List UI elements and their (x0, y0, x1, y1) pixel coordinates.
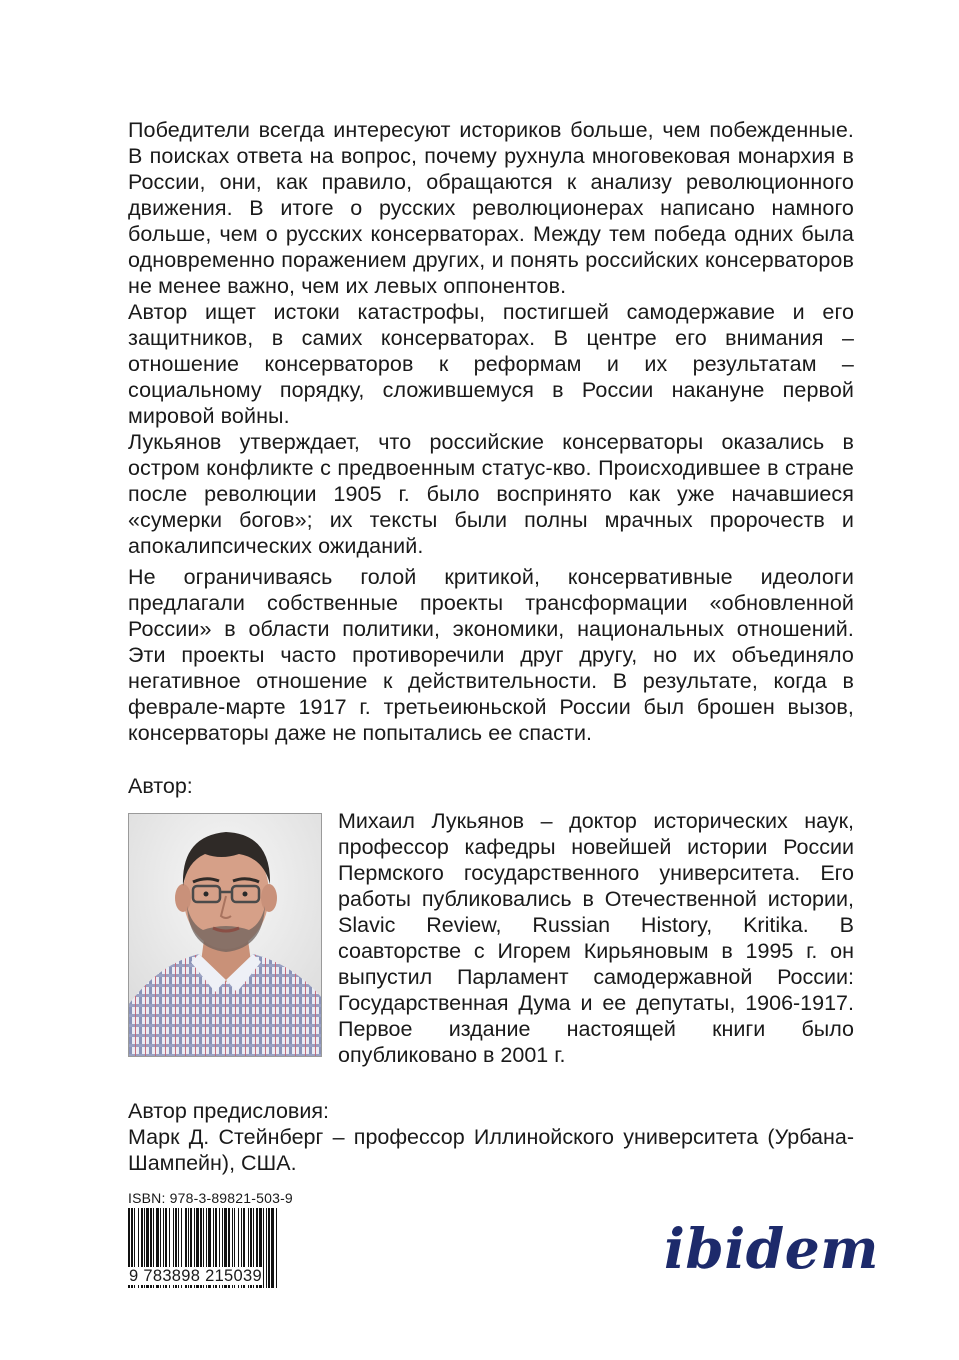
publisher-logo: ibidem (664, 1216, 879, 1281)
author-bio: Михаил Лукьянов – доктор исторических наук, профессор кафедры новейшей истории России Пермского государственного университета. Его работы публиковались в Отечественной истории, Slavic Review, Russian History, Kritika. В соавторстве с Игорем Кирьяновым в 1995 г. он выпустил Парламент самодержавной России: Государственная Дума и ее депутаты, 1906-1917. Первое издание настоящей книги было опубликовано в 2001 г. (338, 809, 854, 1067)
foreword-label: Автор предисловия: (128, 1099, 329, 1123)
foreword-text: Марк Д. Стейнберг – профессор Иллинойского университета (Урбана-Шампейн), США. (128, 1125, 854, 1175)
isbn-text: ISBN: 978-3-89821-503-9 (128, 1190, 293, 1206)
barcode-digits-text: 9 783898 215039 (129, 1267, 262, 1285)
author-photo (128, 813, 322, 1057)
description-paragraph-1: Победители всегда интересуют историков больше, чем побежденные. В поисках ответа на вопрос, почему рухнула многовековая монархия в России, они, как правило, обращаются к анализу революционного движения. В итоге о русских революционерах написано намного больше, чем о русских консерваторах. Между тем победа одних была одновременно поражением других, и понять российских консерваторов не менее важно, чем их левых оппонентов. (128, 118, 854, 298)
description-paragraph-4: Не ограничиваясь голой критикой, консервативные идеологи предлагали собственные проекты трансформации «обновленной России» в области политики, экономики, национальных отношений. Эти проекты часто противоречили друг другу, но их объединяло негативное отношение к действительности. В результате, когда в феврале-марте 1917 г. третьеиюньской России был брошен вызов, консерваторы даже не попытались ее спасти. (128, 565, 854, 745)
author-label: Автор: (128, 774, 193, 798)
description-paragraph-2: Автор ищет истоки катастрофы, постигшей самодержавие и его защитников, в самих консерваторах. В центре его внимания – отношение консерваторов к реформам и их результатам – социальному порядку, сложившемуся в России накануне первой мировой войны. (128, 300, 854, 428)
barcode-digits (128, 1267, 278, 1285)
description-paragraph-3: Лукьянов утверждает, что российские консерваторы оказались в остром конфликте с предвоенным статус-кво. Происходившее в стране после революции 1905 г. было воспринято как уже начавшиеся «сумерки богов»; их тексты были полны мрачных пророчеств и апокалипсических ожиданий. (128, 430, 854, 558)
